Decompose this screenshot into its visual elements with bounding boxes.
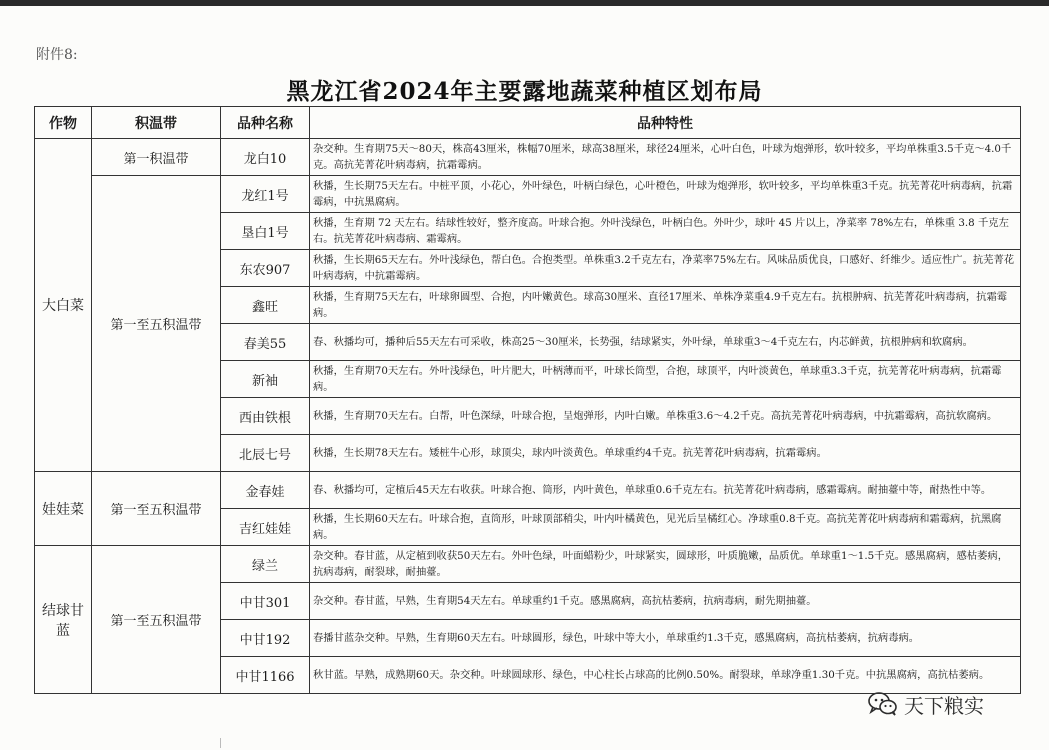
variety-cell: 西由铁根 [221,398,310,435]
traits-cell: 杂交种。春甘蓝，从定植到收获50天左右。外叶色绿，叶面蜡粉少，叶球紧实，圆球形，叶质脆嫩，品质优。单球重1～1.5千克。感黑腐病，感枯萎病，抗病毒病，耐裂球，耐抽薹。 [310,546,1021,583]
variety-cell: 鑫旺 [221,287,310,324]
variety-cell: 北辰七号 [221,435,310,472]
variety-cell: 新袖 [221,361,310,398]
traits-cell: 秋播，生育期 72 天左右。结球性较好，整齐度高。叶球合抱。外叶浅绿色，叶柄白色。外叶少，球叶 45 片以上，净菜率 78%左右，单株重 3.8 千克左右。抗芜菁花叶病毒病、霜霉病。 [310,213,1021,250]
traits-cell: 秋播，生长期75天左右。中桩平顶，小花心，外叶绿色，叶柄白绿色，心叶橙色，叶球为炮弹形，软叶较多，平均单株重3千克。抗芜菁花叶病毒病，抗霜霉病，中抗黑腐病。 [310,176,1021,213]
variety-cell: 中甘301 [221,583,310,620]
scan-artifact [220,738,221,748]
header-traits: 品种特性 [310,107,1021,139]
table-row [35,176,1021,213]
zone-cell: 第一至五积温带 [92,546,221,694]
wechat-icon [868,691,898,717]
traits-cell: 秋播，生育期70天左右。白帮，叶色深绿，叶球合抱，呈炮弹形，内叶白嫩。单株重3.6～4.2千克。高抗芜菁花叶病毒病，中抗霜霉病，高抗软腐病。 [310,398,1021,435]
zone-cell: 第一至五积温带 [92,472,221,546]
traits-cell: 春、秋播均可，定植后45天左右收获。叶球合抱、筒形，内叶黄色，单球重0.6千克左右。抗芜菁花叶病毒病，感霜霉病。耐抽薹中等，耐热性中等。 [310,472,1021,509]
traits-cell: 秋播，生育期75天左右，叶球卵圆型、合抱，内叶嫩黄色。球高30厘米、直径17厘米、单株净菜重4.9千克左右。抗根肿病、抗芜菁花叶病毒病，抗霜霉病。 [310,287,1021,324]
table-row [35,472,1021,509]
watermark-text: 天下粮实 [904,693,984,718]
variety-cell: 龙红1号 [221,176,310,213]
variety-cell: 金春娃 [221,472,310,509]
traits-cell: 春、秋播均可，播种后55天左右可采收，株高25～30厘米，长势强，结球紧实，外叶绿，单球重3～4千克左右，内芯鲜黄，抗根肿病和软腐病。 [310,324,1021,361]
traits-cell: 秋播，生长期78天左右。矮桩牛心形，球顶尖，球内叶淡黄色。单球重约4千克。抗芜菁花叶病毒病，抗霜霉病。 [310,435,1021,472]
traits-cell: 秋播，生育期70天左右。外叶浅绿色，叶片肥大，叶柄薄而平，叶球长筒型，合抱，球顶平，内叶淡黄色，单球重3.3千克，抗芜菁花叶病毒病，抗霜霉病。 [310,361,1021,398]
zone-cell: 第一至五积温带 [92,176,221,472]
header-variety: 品种名称 [221,107,310,139]
variety-cell: 绿兰 [221,546,310,583]
traits-cell: 杂交种。春甘蓝，早熟，生育期54天左右。单球重约1千克。感黑腐病，高抗枯萎病，抗病毒病，耐先期抽薹。 [310,583,1021,620]
header-crop: 作物 [35,107,92,139]
crop-cell-head-cabbage: 结球甘蓝 [35,546,92,694]
crop-cell-napa-cabbage: 大白菜 [35,139,92,472]
crop-cell-baby-cabbage: 娃娃菜 [35,472,92,546]
scan-top-edge [0,0,1049,6]
zone-cell: 第一积温带 [92,139,221,176]
variety-cell: 中甘1166 [221,657,310,694]
table-row [35,139,1021,176]
document-title: 黑龙江省2024年主要露地蔬菜种植区划布局 [286,78,763,105]
variety-cell: 垦白1号 [221,213,310,250]
annex-label: 附件8: [36,47,78,63]
traits-cell: 秋播，生长期60天左右。叶球合抱，直筒形，叶球顶部稍尖，叶内叶橘黄色，见光后呈橘红心。净球重0.8千克。高抗芜菁花叶病毒病和霜霉病，抗黑腐病。 [310,509,1021,546]
planting-zoning-table [34,106,1021,694]
variety-cell: 吉红娃娃 [221,509,310,546]
table-header-row [35,107,1021,139]
traits-cell: 杂交种。生育期75天～80天，株高43厘米，株幅70厘米，球高38厘米，球径24厘米，心叶白色，叶球为炮弹形，软叶较多，平均单株重3.5千克～4.0千克。高抗芜菁花叶病毒病，抗霜霉病。 [310,139,1021,176]
header-zone: 积温带 [92,107,221,139]
traits-cell: 春播甘蓝杂交种。早熟，生育期60天左右。叶球圆形，绿色，叶球中等大小，单球重约1.3千克，感黑腐病，高抗枯萎病，抗病毒病。 [310,620,1021,657]
traits-cell: 秋播，生长期65天左右。外叶浅绿色，帮白色。合抱类型。单株重3.2千克左右，净菜率75%左右。风味品质优良，口感好、纤维少。适应性广。抗芜菁花叶病毒病，中抗霜霉病。 [310,250,1021,287]
variety-cell: 春美55 [221,324,310,361]
variety-cell: 中甘192 [221,620,310,657]
variety-cell: 龙白10 [221,139,310,176]
traits-cell: 秋甘蓝。早熟，成熟期60天。杂交种。叶球圆球形、绿色，中心柱长占球高的比例0.50%。耐裂球，单球净重1.30千克。中抗黑腐病，高抗枯萎病。 [310,657,1021,694]
table-row [35,546,1021,583]
variety-cell: 东农907 [221,250,310,287]
account-watermark [868,688,984,720]
